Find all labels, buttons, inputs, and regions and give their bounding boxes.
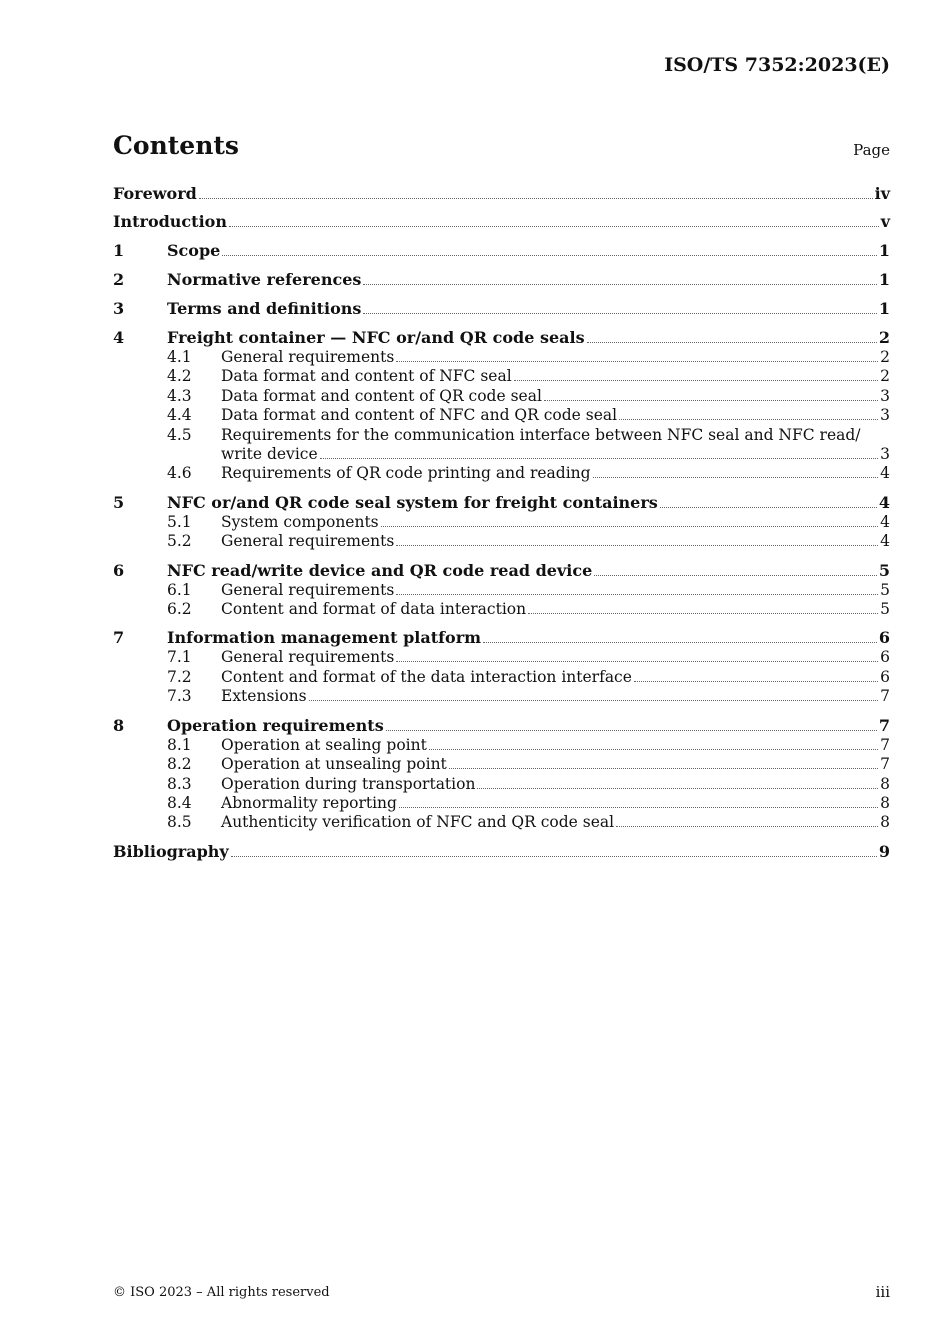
toc-entry-page: 5 xyxy=(880,600,890,619)
dot-leader xyxy=(544,400,878,401)
toc-entry-page: iv xyxy=(874,184,890,203)
toc-entry-title: Operation at unsealing point xyxy=(221,755,447,774)
toc-entry-number: 2 xyxy=(113,270,125,289)
toc-entry-title: System components xyxy=(221,512,379,531)
toc-entry-title: Requirements for the communication interface between NFC seal and NFC read/ xyxy=(221,425,861,444)
toc-entry-number: 8.4 xyxy=(167,793,192,812)
toc-entry[interactable] xyxy=(113,842,890,862)
copyright-notice: © ISO 2023 – All rights reserved xyxy=(113,1285,330,1300)
toc-entry-page: 7 xyxy=(880,755,890,774)
dot-leader xyxy=(381,526,878,527)
toc-entry[interactable] xyxy=(113,561,890,581)
toc-entry-number: 6 xyxy=(113,560,125,580)
toc-entry-title: Introduction xyxy=(113,212,227,231)
toc-entry-title: Foreword xyxy=(113,184,197,203)
toc-entry-number: 8.5 xyxy=(167,813,192,832)
toc-entry-title: Data format and content of NFC seal xyxy=(221,367,512,386)
toc-entry-page: 1 xyxy=(878,299,890,318)
toc-entry-number: 4.4 xyxy=(167,406,192,425)
toc-entry-title: General requirements xyxy=(221,532,395,551)
dot-leader xyxy=(399,807,878,808)
toc-entry[interactable] xyxy=(113,581,890,600)
toc-entry-page: v xyxy=(880,212,890,231)
dot-leader xyxy=(309,700,879,701)
dot-leader xyxy=(320,458,878,459)
toc-entry[interactable] xyxy=(113,813,890,832)
toc-entry-title: Data format and content of NFC and QR code seal xyxy=(221,406,618,425)
dot-leader xyxy=(616,826,878,827)
toc-entry-title: Content and format of the data interaction interface xyxy=(221,667,632,686)
toc-entry[interactable] xyxy=(113,328,890,348)
toc-entry-title: NFC read/write device and QR code read device xyxy=(167,560,593,580)
toc-entry-number: 7 xyxy=(113,628,125,648)
toc-entry-title: Information management platform xyxy=(167,628,482,648)
toc-entry-page: 4 xyxy=(880,464,890,483)
toc-entry-number: 3 xyxy=(113,299,125,318)
page-number: iii xyxy=(875,1283,890,1301)
dot-leader xyxy=(429,749,878,750)
toc-entry[interactable] xyxy=(113,532,890,551)
toc-entry-page: 3 xyxy=(880,406,890,425)
dot-leader xyxy=(514,380,878,381)
toc-entry-number: 8 xyxy=(113,715,125,735)
dot-leader xyxy=(477,788,878,789)
toc-entry-page: 8 xyxy=(880,793,890,812)
toc-entry[interactable] xyxy=(113,387,890,406)
toc-entry[interactable] xyxy=(113,464,890,483)
toc-entry[interactable] xyxy=(113,600,890,619)
toc-entry[interactable] xyxy=(113,212,890,232)
toc-entry[interactable] xyxy=(113,794,890,813)
toc-entry-page: 2 xyxy=(880,348,890,366)
toc-entry-title: Content and format of data interaction xyxy=(221,600,527,619)
page-column-label: Page xyxy=(853,141,890,159)
toc-entry-page: 3 xyxy=(880,386,890,405)
toc-entry[interactable] xyxy=(113,755,890,774)
dot-leader xyxy=(594,575,877,576)
toc-entry[interactable] xyxy=(113,736,890,755)
toc-entry-number: 5 xyxy=(113,492,125,512)
toc-entry-number: 7.2 xyxy=(167,667,192,686)
toc-entry-page: 6 xyxy=(880,667,890,686)
toc-entry-title: NFC or/and QR code seal system for freight containers xyxy=(167,492,658,512)
toc-entry[interactable] xyxy=(113,184,890,204)
toc-entry-page: 2 xyxy=(878,328,890,347)
toc-entry-page: 6 xyxy=(880,648,890,667)
toc-entry-number: 4 xyxy=(113,328,125,347)
toc-entry-page: 5 xyxy=(878,560,890,580)
toc-entry-title: Operation during transportation xyxy=(221,774,476,793)
toc-entry[interactable] xyxy=(113,775,890,794)
toc-entry-page: 2 xyxy=(880,367,890,386)
toc-entry-page: 7 xyxy=(880,687,890,706)
dot-leader xyxy=(229,226,879,227)
dot-leader xyxy=(449,768,878,769)
toc-entry-title: Data format and content of QR code seal xyxy=(221,386,542,405)
dot-leader xyxy=(660,507,877,508)
toc-entry[interactable] xyxy=(113,628,890,648)
toc-entry-title: Abnormality reporting xyxy=(221,793,397,812)
dot-leader xyxy=(396,361,878,362)
toc-entry-title: Freight container — NFC or/and QR code seals xyxy=(167,328,585,347)
toc-entry-page: 7 xyxy=(880,735,890,754)
dot-leader xyxy=(231,856,877,857)
dot-leader xyxy=(593,477,879,478)
toc-entry-number: 4.2 xyxy=(167,367,192,386)
toc-entry-page: 8 xyxy=(880,774,890,793)
dot-leader xyxy=(396,545,878,546)
toc-entry-page: 1 xyxy=(878,241,890,260)
dot-leader xyxy=(483,642,877,643)
toc-entry-number: 4.5 xyxy=(167,425,192,444)
toc-entry[interactable] xyxy=(113,348,890,367)
toc-entry-page: 8 xyxy=(880,813,890,832)
toc-entry-title: General requirements xyxy=(221,348,395,366)
dot-leader xyxy=(363,284,876,285)
toc-entry-page: 4 xyxy=(880,532,890,551)
toc-entry-page: 4 xyxy=(878,492,890,512)
toc-entry-title: General requirements xyxy=(221,648,395,667)
toc-entry-number: 6.1 xyxy=(167,580,192,599)
toc-entry[interactable] xyxy=(113,270,890,290)
toc-entry[interactable] xyxy=(113,513,890,532)
toc-entry-title: General requirements xyxy=(221,580,395,599)
toc-entry[interactable] xyxy=(113,406,890,425)
toc-entry-number: 5.1 xyxy=(167,512,192,531)
toc-entry-number: 4.6 xyxy=(167,464,192,483)
dot-leader xyxy=(396,594,878,595)
contents-heading: Contents xyxy=(113,131,240,160)
toc-entry-title: Extensions xyxy=(221,687,307,706)
dot-leader xyxy=(587,342,877,343)
dot-leader xyxy=(528,613,878,614)
toc-entry-title: Terms and definitions xyxy=(167,299,362,318)
toc-entry[interactable] xyxy=(113,687,890,706)
toc-entry-page: 5 xyxy=(880,580,890,599)
dot-leader xyxy=(363,313,876,314)
toc-entry[interactable] xyxy=(113,668,890,687)
toc-entry-number: 7.3 xyxy=(167,687,192,706)
toc-entry[interactable] xyxy=(113,648,890,667)
toc-entry-number: 6.2 xyxy=(167,600,192,619)
toc-entry-page: 9 xyxy=(878,841,890,861)
toc-entry-title: Scope xyxy=(167,241,221,260)
toc-entry-title: Requirements of QR code printing and reading xyxy=(221,464,591,483)
toc-entry-page: 1 xyxy=(878,270,890,289)
dot-leader xyxy=(634,681,878,682)
toc-entry[interactable] xyxy=(113,426,890,465)
toc-entry-page: 7 xyxy=(878,715,890,735)
toc-entry[interactable] xyxy=(113,493,890,513)
dot-leader xyxy=(222,255,877,256)
toc-entry-page: 4 xyxy=(880,512,890,531)
toc-entry-page: 6 xyxy=(878,628,890,648)
toc-entry-number: 8.3 xyxy=(167,774,192,793)
toc-entry-title: Operation requirements xyxy=(167,715,384,735)
dot-leader xyxy=(619,419,878,420)
dot-leader xyxy=(386,730,877,731)
dot-leader xyxy=(396,661,878,662)
toc-entry[interactable] xyxy=(113,241,890,261)
toc-entry-title-continuation: write device xyxy=(221,445,318,464)
document-id: ISO/TS 7352:2023(E) xyxy=(664,54,890,76)
toc-entry-number: 5.2 xyxy=(167,532,192,551)
toc-entry-number: 4.3 xyxy=(167,386,192,405)
toc-entry-title: Normative references xyxy=(167,270,362,289)
toc-entry-number: 8.1 xyxy=(167,735,192,754)
dot-leader xyxy=(199,198,873,199)
toc-entry-number: 8.2 xyxy=(167,755,192,774)
toc-entry-title: Authenticity verification of NFC and QR code seal xyxy=(221,813,615,832)
toc-entry[interactable] xyxy=(113,299,890,319)
toc-entry-title: Operation at sealing point xyxy=(221,735,427,754)
toc-entry-number: 1 xyxy=(113,241,125,260)
toc-entry-title: Bibliography xyxy=(113,841,229,861)
toc-entry[interactable] xyxy=(113,367,890,386)
toc-entry-number: 4.1 xyxy=(167,348,192,366)
toc-entry-number: 7.1 xyxy=(167,648,192,667)
table-of-contents xyxy=(113,184,890,862)
toc-entry-page: 3 xyxy=(880,445,890,464)
toc-entry[interactable] xyxy=(113,716,890,736)
